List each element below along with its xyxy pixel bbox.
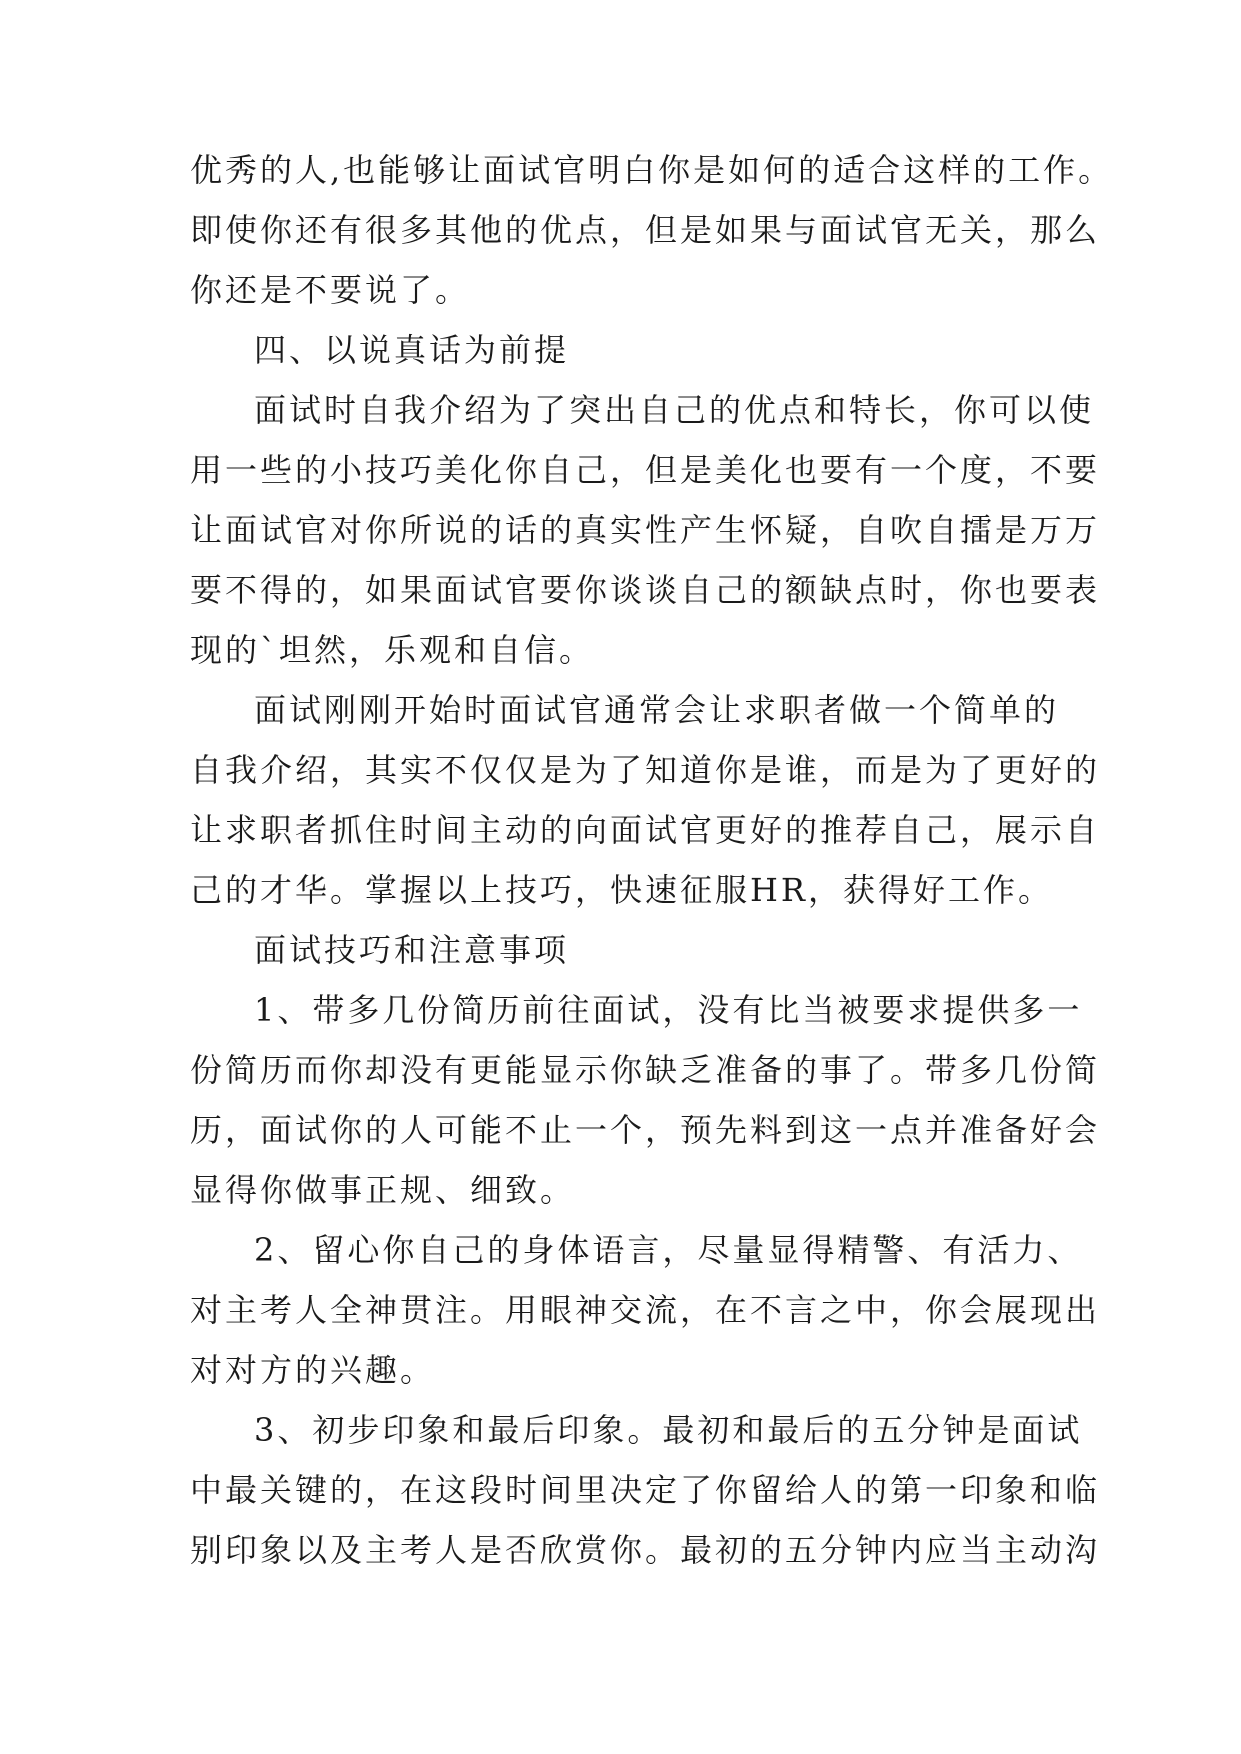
text-line: 份简历而你却没有更能显示你缺乏准备的事了。带多几份简 xyxy=(190,1051,1101,1089)
text-line: 优秀的人,也能够让面试官明白你是如何的适合这样的工作。 xyxy=(190,151,1114,189)
text-line: 让求职者抓住时间主动的向面试官更好的推荐自己，展示自 xyxy=(190,811,1101,849)
text-line: 让面试官对你所说的话的真实性产生怀疑，自吹自擂是万万 xyxy=(190,511,1101,549)
text-line: 面试时自我介绍为了突出自己的优点和特长，你可以使 xyxy=(254,391,1095,429)
text-line: 别印象以及主考人是否欣赏你。最初的五分钟内应当主动沟 xyxy=(190,1531,1101,1569)
text-line: 你还是不要说了。 xyxy=(190,271,471,309)
text-line: 对主考人全神贯注。用眼神交流，在不言之中，你会展现出 xyxy=(190,1291,1101,1329)
text-line: 中最关键的，在这段时间里决定了你留给人的第一印象和临 xyxy=(190,1471,1101,1509)
text-line: 3、初步印象和最后印象。最初和最后的五分钟是面试 xyxy=(254,1411,1083,1449)
text-line: 1、带多几份简历前往面试，没有比当被要求提供多一 xyxy=(254,991,1083,1029)
text-line: 面试刚刚开始时面试官通常会让求职者做一个简单的 xyxy=(254,691,1060,729)
text-line: 对对方的兴趣。 xyxy=(190,1351,436,1389)
text-line: 显得你做事正规、细致。 xyxy=(190,1171,576,1209)
text-line: 2、留心你自己的身体语言，尽量显得精警、有活力、 xyxy=(254,1231,1083,1269)
section-heading: 四、以说真话为前提 xyxy=(254,331,570,369)
section-heading: 面试技巧和注意事项 xyxy=(254,931,570,969)
text-line: 要不得的，如果面试官要你谈谈自己的额缺点时，你也要表 xyxy=(190,571,1101,609)
text-line: 历，面试你的人可能不止一个，预先料到这一点并准备好会 xyxy=(190,1111,1101,1149)
text-line: 己的才华。掌握以上技巧，快速征服HR，获得好工作。 xyxy=(190,871,1054,909)
text-line: 自我介绍，其实不仅仅是为了知道你是谁，而是为了更好的 xyxy=(190,751,1101,789)
text-line: 用一些的小技巧美化你自己，但是美化也要有一个度，不要 xyxy=(190,451,1101,489)
text-line: 即使你还有很多其他的优点，但是如果与面试官无关，那么 xyxy=(190,211,1101,249)
text-line: 现的`坦然，乐观和自信。 xyxy=(190,631,595,669)
